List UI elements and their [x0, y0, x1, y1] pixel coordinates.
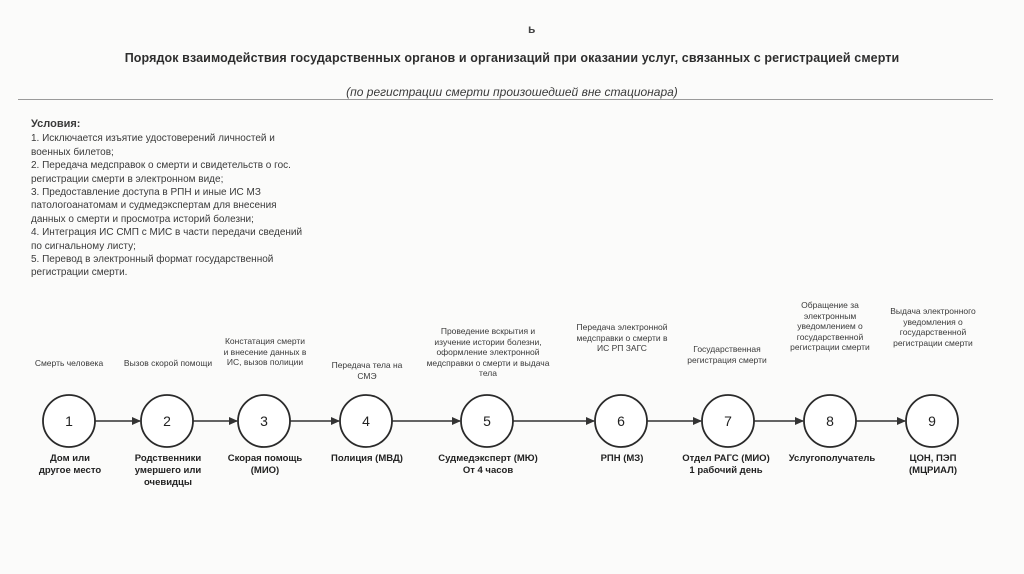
conditions-heading: Условия:	[31, 118, 81, 130]
step-actor: Услугополучатель	[788, 453, 876, 464]
condition-item: 4. Интеграция ИС СМП с МИС в части передачи сведений по сигнальному листу;	[31, 227, 303, 252]
step-number: 5	[483, 413, 491, 429]
step-node	[595, 395, 647, 447]
step-number: 6	[617, 413, 625, 429]
step-caption: Передача электронной медсправки о смерти в ИС РП ЗАГС	[576, 322, 668, 353]
step-number: 2	[163, 413, 171, 429]
step-number: 3	[260, 413, 268, 429]
step-node	[238, 395, 290, 447]
condition-item: 1. Исключается изъятие удостоверений личностей и военных билетов;	[31, 133, 275, 158]
step-number: 7	[724, 413, 732, 429]
step-caption: Передача тела на СМЭ	[331, 360, 403, 381]
step-actor: Родственники умершего или очевидцы	[134, 453, 202, 488]
step-caption: Констатация смерти и внесение данных в ИС, вызов полиции	[223, 336, 307, 367]
step-caption: Обращение за электронным уведомлением о государственной регистрации смерти	[790, 300, 870, 352]
step-number: 1	[65, 413, 73, 429]
step-caption: Вызов скорой помощи	[123, 358, 213, 368]
step-actor: Судмедэксперт (МЮ) От 4 часов	[436, 453, 540, 477]
step-number: 9	[928, 413, 936, 429]
step-caption: Проведение вскрытия и изучение истории болезни, оформление электронной медсправки о смерти и выдача тела	[426, 326, 550, 378]
step-node	[340, 395, 392, 447]
condition-item: 5. Перевод в электронный формат государственной регистрации смерти.	[31, 254, 274, 279]
step-node	[702, 395, 754, 447]
step-actor: Полиция (МВД)	[331, 453, 403, 464]
condition-item: 2. Передача медсправок о смерти и свидетельств о гос. регистрации смерти в электронном виде;	[31, 160, 291, 185]
step-duration: 1 рабочий день	[689, 465, 763, 476]
step-number: 4	[362, 413, 370, 429]
step-caption: Смерть человека	[34, 358, 104, 368]
step-node	[461, 395, 513, 447]
step-number: 8	[826, 413, 834, 429]
page-title: Порядок взаимодействия государственных органов и организаций при оказании услуг, связанных с регистрацией смерти	[124, 51, 900, 65]
step-actor: Скорая помощь (МИО)	[227, 453, 303, 476]
step-duration: От 4 часов	[462, 465, 514, 476]
step-actor: ЦОН, ПЭП (МЦРИАЛ)	[909, 453, 957, 476]
step-caption: Государственная регистрация смерти	[687, 344, 767, 365]
step-node	[141, 395, 193, 447]
step-actor: Дом или другое место	[38, 453, 102, 476]
step-caption: Выдача электронного уведомления о государственной регистрации смерти	[890, 306, 976, 348]
step-actor: Отдел РАГС (МИО) 1 рабочий день	[676, 453, 776, 477]
step-node	[906, 395, 958, 447]
condition-item: 3. Предоставление доступа в РПН и иные ИС МЗ патологоанатомам и судмедэкспертам для внесения данных о смерти и просмотра историй болезни;	[31, 187, 277, 225]
page-subtitle: (по регистрации смерти произошедшей вне стационара)	[346, 85, 678, 99]
step-node	[804, 395, 856, 447]
page-letter: ь	[528, 22, 536, 36]
step-node	[43, 395, 95, 447]
step-actor: РПН (МЗ)	[600, 453, 644, 464]
